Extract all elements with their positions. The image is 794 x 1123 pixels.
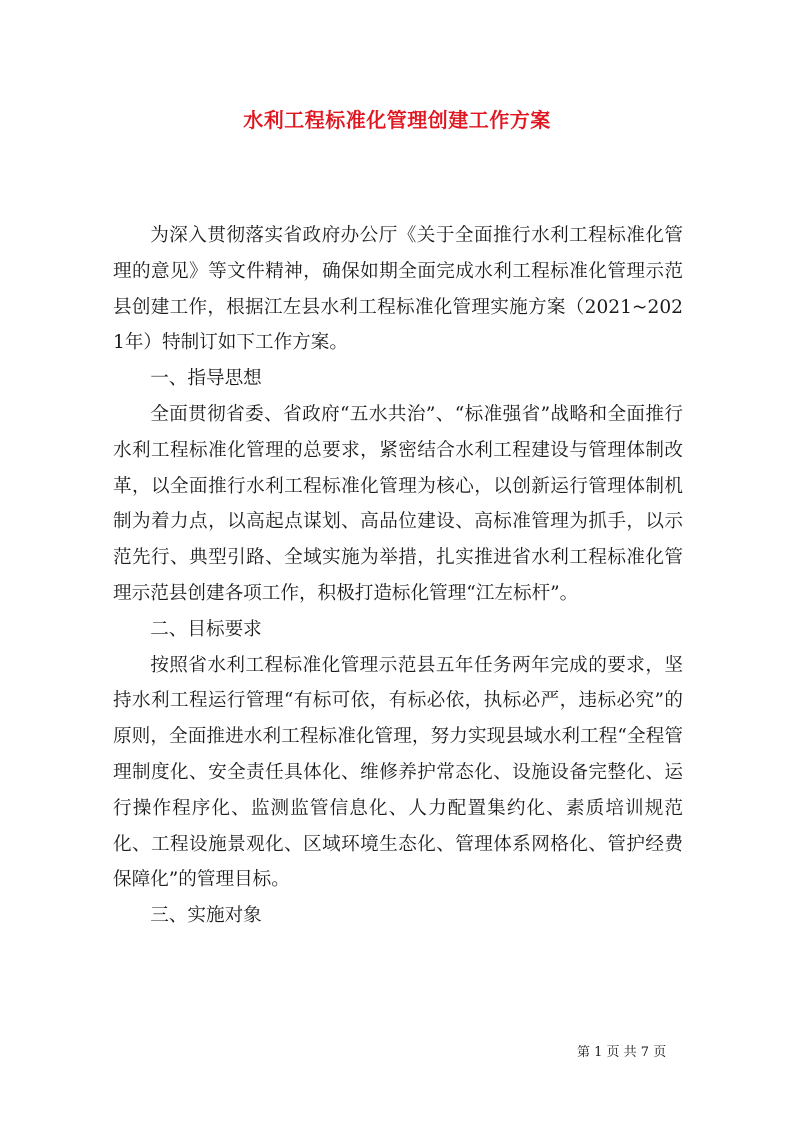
section-heading-guiding-ideology: 一、指导思想 <box>150 368 262 390</box>
page-number: 第 1 页 共 7 页 <box>577 1045 667 1060</box>
document-body <box>113 218 683 934</box>
guiding-ideology-paragraph: 全面贯彻省委、省政府“五水共治”、“标准强省”战略和全面推行水利工程标准化管理的总要求，紧密结合水利工程建设与管理体制改革，以全面推行水利工程标准化管理为核心，以创新运行管理体制机制为着力点，以高起点谋划、高品位建设、高标准管理为抓手，以示范先行、典型引路、全域实施为举措，扎实推进省水利工程标准化管理示范县创建各项工作，积极打造标化管理“江左标杆”。 <box>113 403 683 604</box>
section-heading-implementation-targets: 三、实施对象 <box>150 905 262 927</box>
document-title: 水利工程标准化管理创建工作方案 <box>243 108 551 132</box>
goals-paragraph: 按照省水利工程标准化管理示范县五年任务两年完成的要求，坚持水利工程运行管理“有标可依，有标必依，执标必严，违标必究”的原则，全面推进水利工程标准化管理，努力实现县域水利工程“全程管理制度化、安全责任具体化、维修养护常态化、设施设备完整化、运行操作程序化、监测监管信息化、人力配置集约化、素质培训规范化、工程设施景观化、区域环境生态化、管理体系网格化、管护经费保障化”的管理目标。 <box>113 654 683 891</box>
intro-paragraph: 为深入贯彻落实省政府办公厅《关于全面推行水利工程标准化管理的意见》等文件精神，确保如期全面完成水利工程标准化管理示范县创建工作，根据江左县水利工程标准化管理实施方案（2021~2021年）特制订如下工作方案。 <box>113 225 683 354</box>
section-heading-goals: 二、目标要求 <box>150 618 262 640</box>
